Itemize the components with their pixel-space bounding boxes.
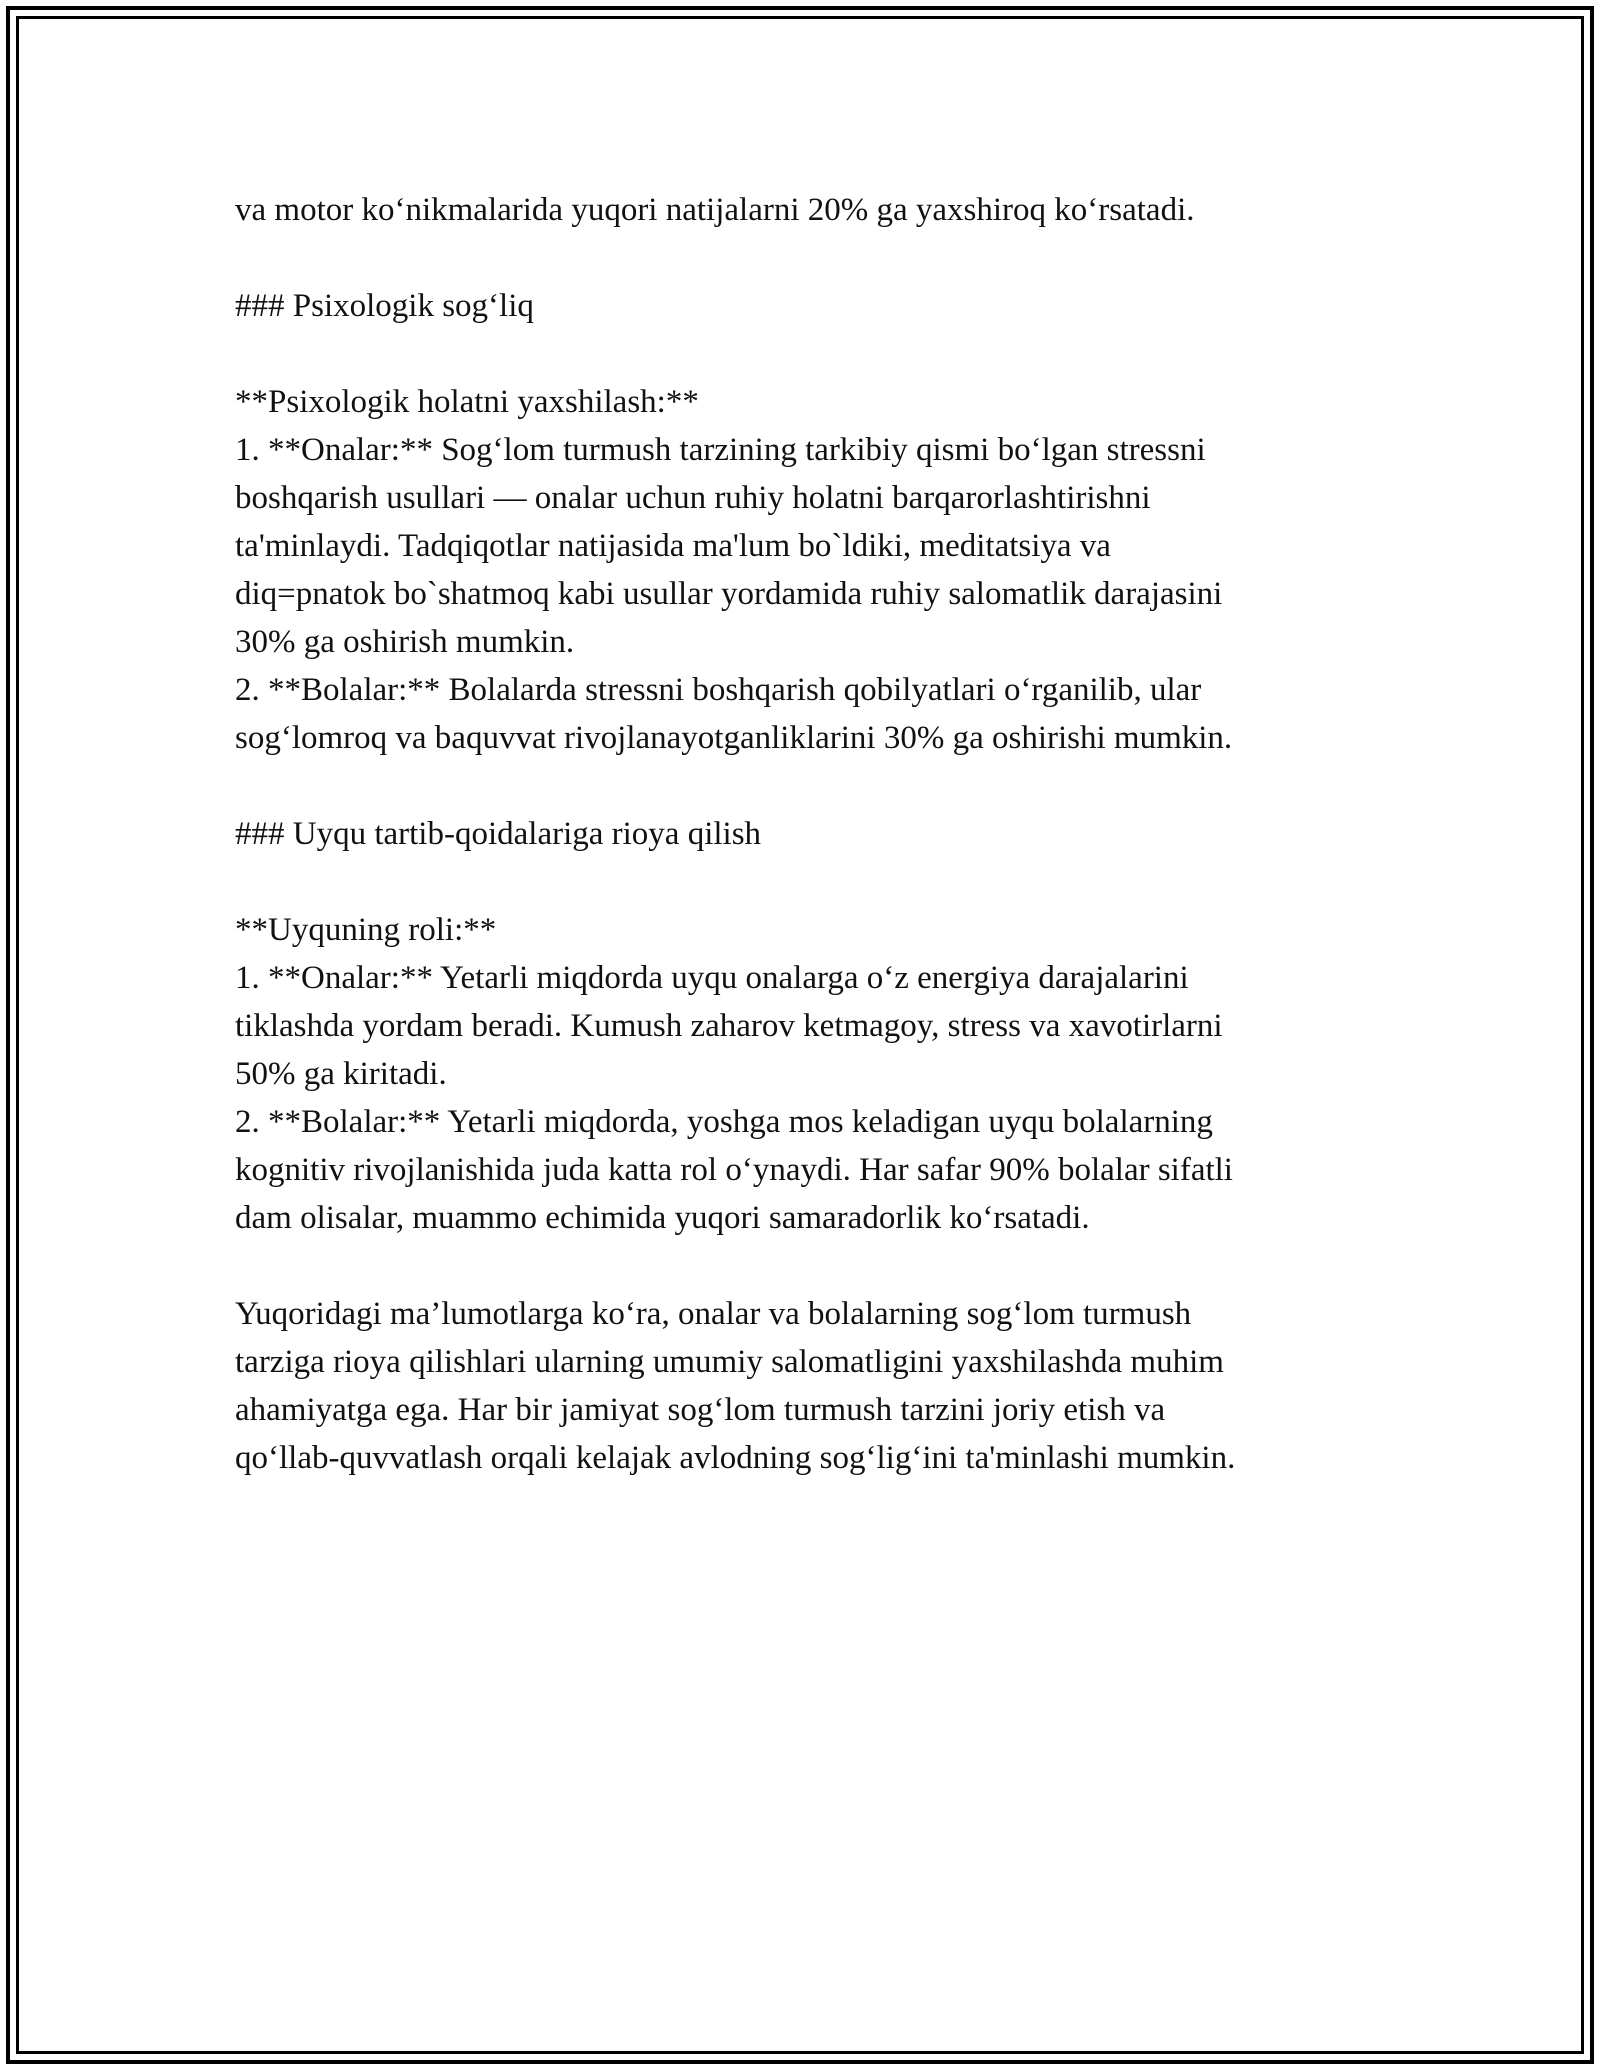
paragraph-gap bbox=[235, 858, 1385, 906]
subheading: **Uyquning roli:** bbox=[235, 912, 497, 948]
text-line: 1. **Onalar:** Yetarli miqdorda uyqu onalarga o‘z energiya darajalarini bbox=[235, 960, 1189, 996]
text-line: kognitiv rivojlanishida juda katta rol o‘ynaydi. Har safar 90% bolalar sifatli bbox=[235, 1152, 1233, 1188]
paragraph-gap bbox=[235, 234, 1385, 282]
paragraph-gap bbox=[235, 330, 1385, 378]
paragraph-gap bbox=[235, 762, 1385, 810]
text-line: va motor ko‘nikmalarida yuqori natijalarni 20% ga yaxshiroq ko‘rsatadi. bbox=[235, 192, 1195, 228]
text-line: Yuqoridagi ma’lumotlarga ko‘ra, onalar va bolalarning sog‘lom turmush bbox=[235, 1296, 1192, 1332]
document-body bbox=[235, 186, 1385, 1482]
text-line: tiklashda yordam beradi. Kumush zaharov ketmagoy, stress va xavotirlarni bbox=[235, 1008, 1223, 1044]
paragraph-gap bbox=[235, 1242, 1385, 1290]
text-line: 2. **Bolalar:** Bolalarda stressni boshqarish qobilyatlari o‘rganilib, ular bbox=[235, 672, 1202, 708]
text-line: 1. **Onalar:** Sog‘lom turmush tarzining tarkibiy qismi bo‘lgan stressni bbox=[235, 432, 1206, 468]
text-line: qo‘llab-quvvatlash orqali kelajak avlodning sog‘lig‘ini ta'minlashi mumkin. bbox=[235, 1440, 1236, 1476]
text-line: diq=pnatok bo`shatmoq kabi usullar yordamida ruhiy salomatlik darajasini bbox=[235, 576, 1223, 612]
text-line: dam olisalar, muammo echimida yuqori samaradorlik ko‘rsatadi. bbox=[235, 1200, 1090, 1236]
text-line: boshqarish usullari — onalar uchun ruhiy holatni barqarorlashtirishni bbox=[235, 480, 1151, 516]
text-line: tarziga rioya qilishlari ularning umumiy salomatligini yaxshilashda muhim bbox=[235, 1344, 1224, 1380]
section-heading: ### Psixologik sog‘liq bbox=[235, 288, 534, 324]
section-heading: ### Uyqu tartib-qoidalariga rioya qilish bbox=[235, 816, 762, 852]
text-line: sog‘lomroq va baquvvat rivojlanayotganliklarini 30% ga oshirishi mumkin. bbox=[235, 720, 1233, 756]
text-line: 2. **Bolalar:** Yetarli miqdorda, yoshga mos keladigan uyqu bolalarning bbox=[235, 1104, 1213, 1140]
text-line: 50% ga kiritadi. bbox=[235, 1056, 447, 1092]
text-line: 30% ga oshirish mumkin. bbox=[235, 624, 575, 660]
subheading: **Psixologik holatni yaxshilash:** bbox=[235, 384, 699, 420]
text-line: ahamiyatga ega. Har bir jamiyat sog‘lom turmush tarzini joriy etish va bbox=[235, 1392, 1166, 1428]
text-line: ta'minlaydi. Tadqiqotlar natijasida ma'lum bo`ldiki, meditatsiya va bbox=[235, 528, 1111, 564]
